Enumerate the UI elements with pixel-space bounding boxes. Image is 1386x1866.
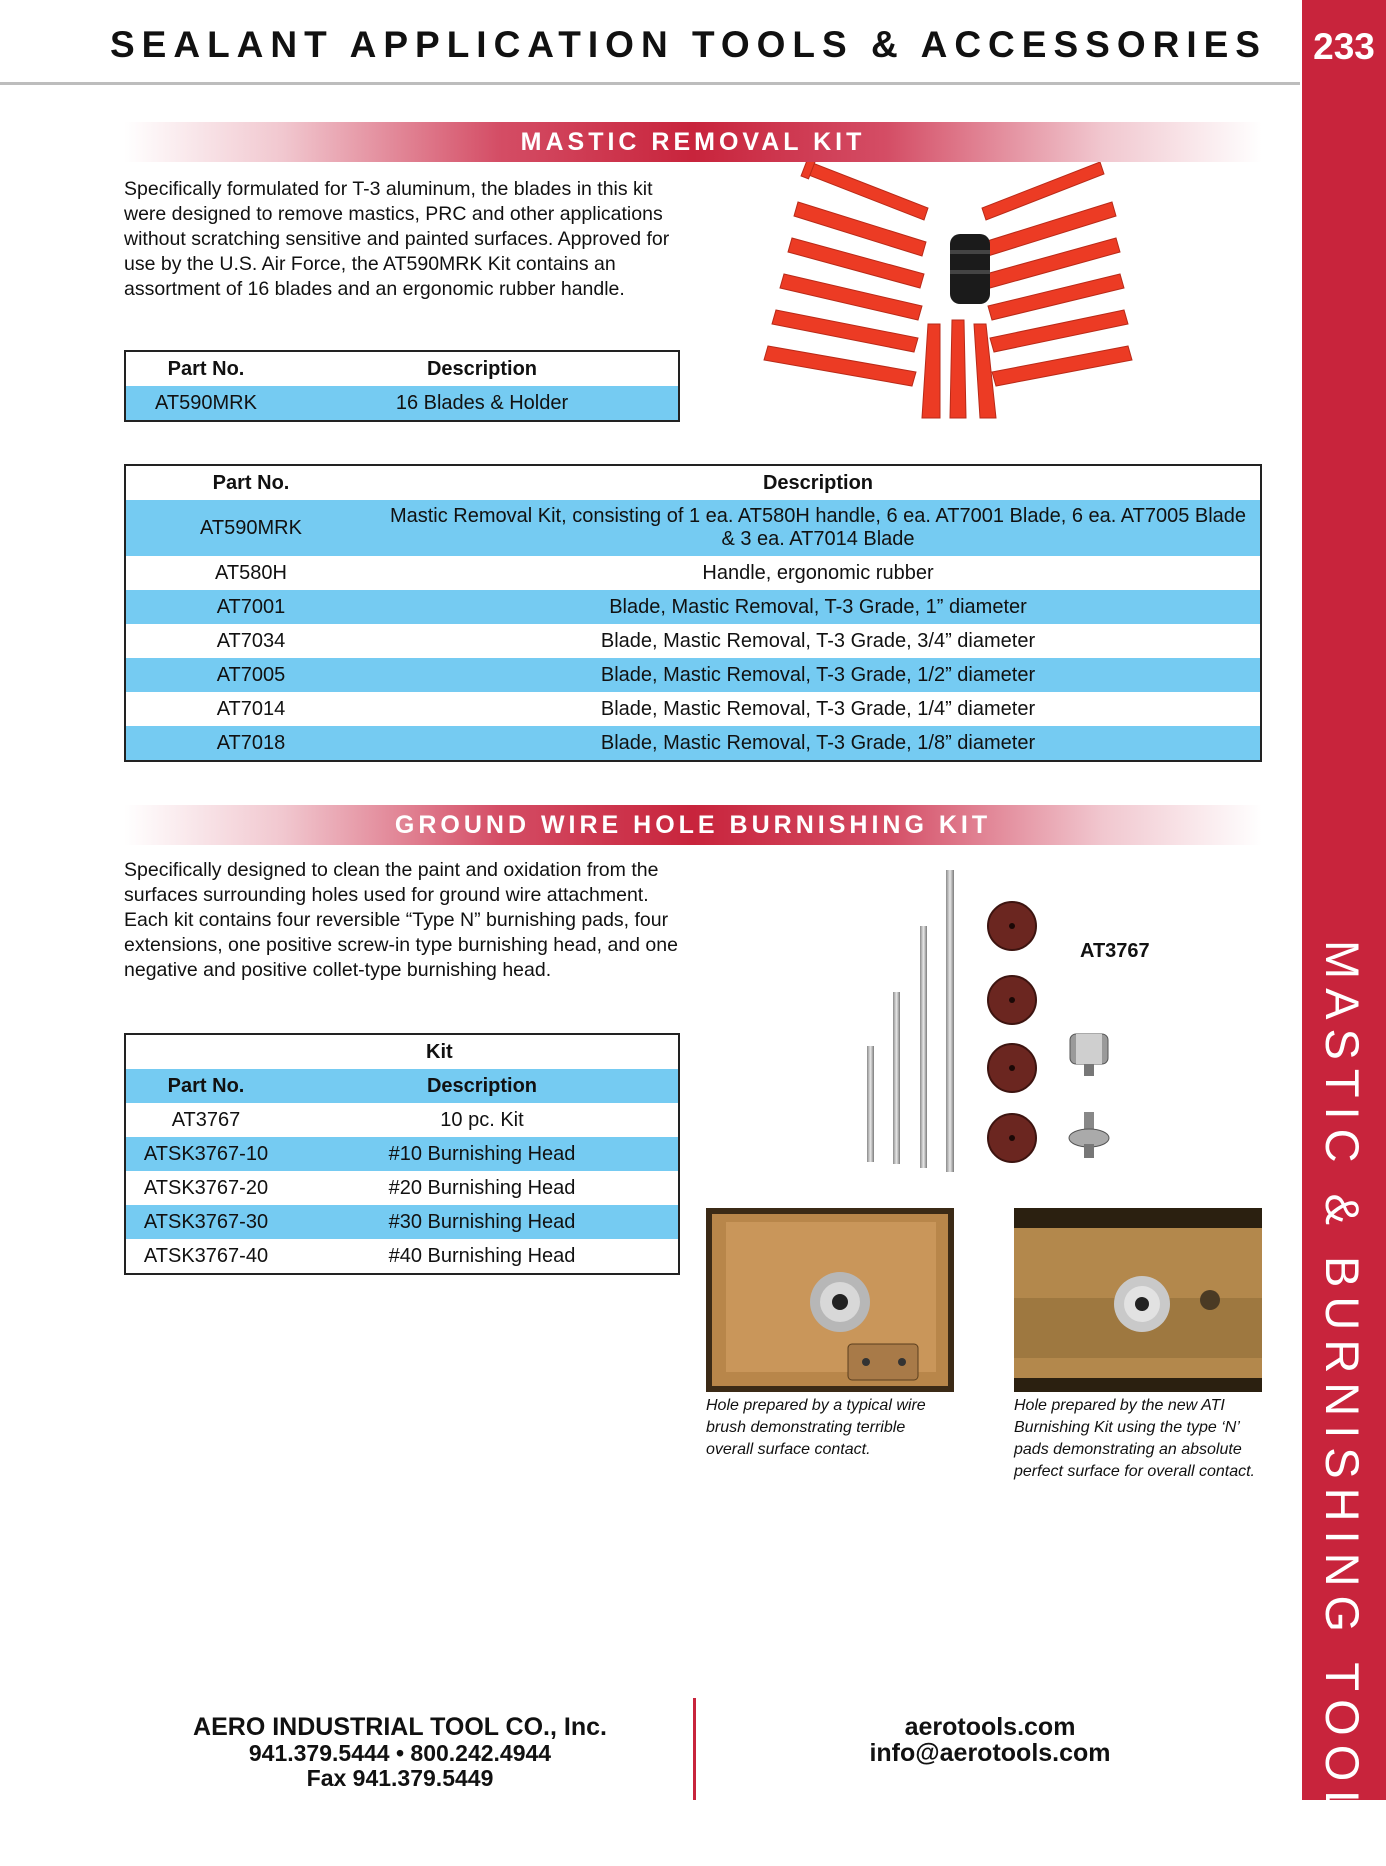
footer-fax: Fax 941.379.5449 — [306, 1765, 494, 1791]
extension-rod — [920, 926, 927, 1168]
part-number-cell: AT580H — [215, 561, 287, 584]
column-header: Part No. — [125, 1069, 286, 1103]
mastic-kit-photo — [760, 162, 1140, 430]
description-cell: Handle, ergonomic rubber — [702, 561, 934, 584]
part-number-cell: ATSK3767-40 — [143, 1244, 269, 1267]
title-divider — [0, 82, 1300, 85]
photo-caption-left: Hole prepared by a typical wire brush demonstrating terrible overall surface contact. — [706, 1397, 926, 1458]
extension-rod — [867, 1046, 874, 1162]
description-cell: #30 Burnishing Head — [286, 1205, 679, 1239]
column-header: Description — [286, 1069, 679, 1103]
description-cell: Blade, Mastic Removal, T-3 Grade, 1” diameter — [376, 590, 1261, 624]
ati-burnished-hole-photo — [1014, 1208, 1262, 1392]
part-number-cell: ATSK3767-10 — [125, 1137, 286, 1171]
table-row — [125, 500, 1261, 556]
wire-brush-hole-photo — [706, 1208, 954, 1392]
extension-rod — [893, 992, 900, 1164]
column-header: Part No. — [212, 471, 290, 494]
part-number-cell: ATSK3767-30 — [125, 1205, 286, 1239]
description-cell: 16 Blades & Holder — [286, 386, 679, 421]
burnishing-banner: GROUND WIRE HOLE BURNISHING KIT — [124, 805, 1262, 845]
part-number-cell: AT7005 — [125, 658, 376, 692]
description-cell: #40 Burnishing Head — [388, 1244, 576, 1267]
footer-email[interactable]: info@aerotools.com — [869, 1739, 1111, 1767]
table-row — [125, 726, 1261, 761]
burnishing-description: Specifically designed to clean the paint and oxidation from the surfaces surrounding holes used for ground wire attachment. Each kit contains four reversible “Type N” burnishing pads, four extensions, one positive screw-in type burnishing head, and one negative and positive collet-type burnishing head. — [124, 859, 678, 981]
part-number-cell: AT3767 — [171, 1108, 241, 1131]
extension-rod — [946, 870, 954, 1172]
table-row — [125, 1239, 679, 1274]
page-number: 233 — [1313, 26, 1375, 67]
table-row — [125, 386, 679, 421]
table-row — [125, 1103, 679, 1137]
table-row — [125, 692, 1261, 726]
mastic-description: Specifically formulated for T-3 aluminum, the blades in this kit were designed to remove mastics, PRC and other applications without scratching sensitive and painted surfaces. Approved for use by the U.S. Air Force, the AT590MRK Kit contains an assortment of 16 blades and an ergonomic rubber handle. — [124, 178, 670, 300]
column-header: Description — [762, 471, 874, 494]
photo-caption-right: Hole prepared by the new ATI Burnishing Kit using the type ‘N’ pads demonstrating an absolute perfect surface for overall contact. — [1014, 1397, 1255, 1480]
description-cell: Blade, Mastic Removal, T-3 Grade, 1/4” diameter — [600, 697, 1036, 720]
part-number-cell: AT590MRK — [125, 386, 286, 421]
mastic-kit-table — [124, 350, 680, 422]
footer-divider — [693, 1698, 696, 1800]
kit-part-label: AT3767 — [1080, 940, 1150, 962]
column-header: Description — [426, 357, 538, 380]
table-row — [125, 658, 1261, 692]
group-header: Kit — [426, 1040, 453, 1063]
collet-burnishing-head — [1070, 1034, 1108, 1076]
table-row — [125, 1205, 679, 1239]
description-cell: 10 pc. Kit — [440, 1108, 524, 1131]
description-cell: #10 Burnishing Head — [286, 1137, 679, 1171]
part-number-cell: AT7001 — [125, 590, 376, 624]
rubber-handle — [950, 234, 990, 304]
table-row — [125, 1137, 679, 1171]
description-cell: Mastic Removal Kit, consisting of 1 ea. AT580H handle, 6 ea. AT7001 Blade, 6 ea. AT7005 Blade & 3 ea. AT7014 Blade — [376, 500, 1261, 556]
burnishing-kit-photo — [850, 862, 1130, 1178]
mastic-parts-table — [124, 464, 1262, 762]
table-row — [125, 556, 1261, 590]
part-number-cell: AT7018 — [125, 726, 376, 761]
screw-in-burnishing-head — [1069, 1112, 1109, 1158]
footer-phones: 941.379.5444 • 800.242.4944 — [248, 1740, 552, 1766]
burnishing-table — [124, 1033, 680, 1275]
description-cell: Blade, Mastic Removal, T-3 Grade, 1/2” diameter — [376, 658, 1261, 692]
table-row — [125, 590, 1261, 624]
table-row — [125, 1171, 679, 1205]
description-cell: Blade, Mastic Removal, T-3 Grade, 3/4” diameter — [600, 629, 1036, 652]
mastic-banner: MASTIC REMOVAL KIT — [124, 122, 1262, 162]
column-header: Part No. — [167, 357, 245, 380]
footer-website[interactable]: aerotools.com — [904, 1713, 1076, 1741]
part-number-cell: AT7014 — [216, 697, 286, 720]
table-row — [125, 624, 1261, 658]
description-cell: #20 Burnishing Head — [388, 1176, 576, 1199]
page-title: SEALANT APPLICATION TOOLS & ACCESSORIES — [110, 24, 1267, 65]
part-number-cell: AT7034 — [216, 629, 286, 652]
part-number-cell: ATSK3767-20 — [143, 1176, 269, 1199]
sidebar-section-label: MASTIC & BURNISHING TOOLS — [1316, 940, 1369, 1866]
sidebar-section-label-wrap — [1302, 940, 1386, 1866]
part-number-cell: AT590MRK — [125, 500, 376, 556]
footer-company: AERO INDUSTRIAL TOOL CO., Inc. — [193, 1713, 607, 1741]
description-cell: Blade, Mastic Removal, T-3 Grade, 1/8” diameter — [376, 726, 1261, 761]
